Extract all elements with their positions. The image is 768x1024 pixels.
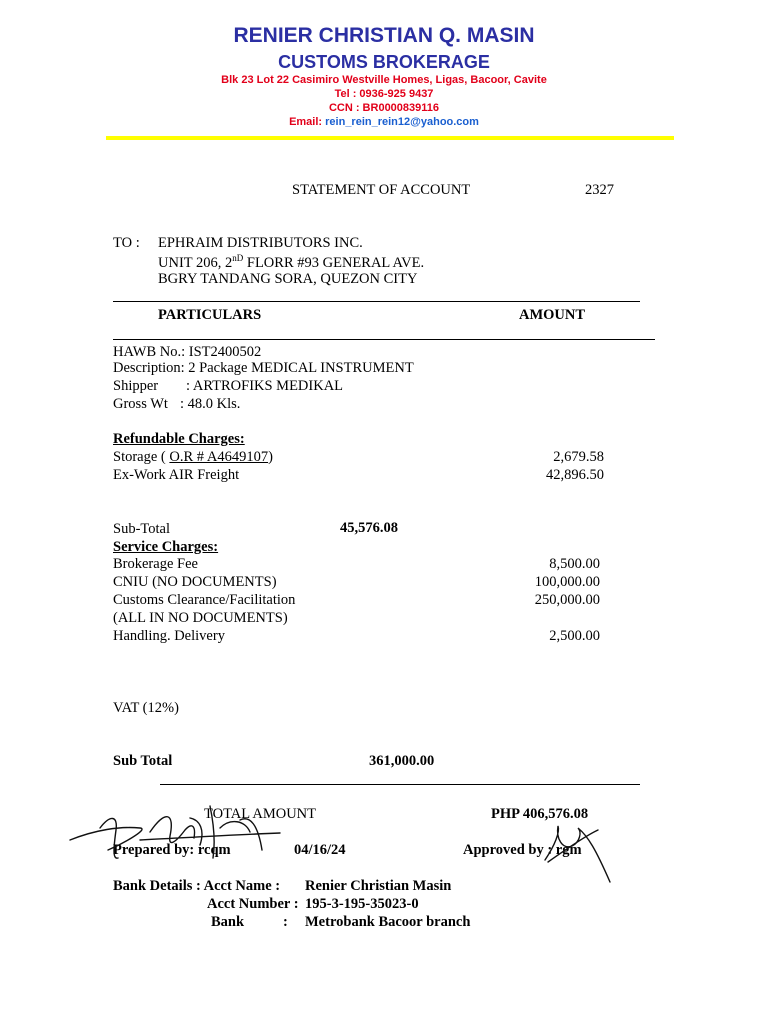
subtotal-2-value: 361,000.00	[369, 753, 435, 769]
gross-weight-label: Gross Wt	[113, 396, 168, 412]
total-value: PHP 406,576.08	[491, 806, 589, 822]
approved-by: Approved by : rgm	[463, 842, 582, 858]
storage-amount: 2,679.58	[553, 449, 604, 465]
email-address: rein_rein_rein12@yahoo.com	[325, 116, 479, 128]
bank-acct-number-value: 195-3-195-35023-0	[305, 896, 419, 912]
subtotal-label: Sub-Total	[113, 521, 170, 537]
shipment-description: Description: 2 Package MEDICAL INSTRUMENT	[113, 360, 414, 376]
company-address: Blk 23 Lot 22 Casimiro Westville Homes, Ligas, Bacoor, Cavite	[221, 74, 547, 86]
bank-acct-name-label: Bank Details : Acct Name :	[113, 878, 281, 894]
statement-title: STATEMENT OF ACCOUNT	[292, 182, 471, 198]
freight-amount: 42,896.50	[546, 467, 604, 483]
statement-number: 2327	[585, 182, 614, 198]
company-tel: Tel : 0936-925 9437	[334, 88, 434, 100]
service-item-label: Brokerage Fee	[113, 556, 198, 572]
column-header-particulars: PARTICULARS	[158, 307, 262, 323]
service-item-label: (ALL IN NO DOCUMENTS)	[113, 610, 288, 626]
company-name: CUSTOMS BROKERAGE	[278, 52, 490, 72]
column-header-amount: AMOUNT	[519, 307, 586, 323]
freight-label: Ex-Work AIR Freight	[113, 467, 240, 483]
to-company: EPHRAIM DISTRIBUTORS INC.	[158, 235, 363, 251]
subtotal-2-label: Sub Total	[113, 753, 173, 769]
storage-label: Storage ( O.R # A4649107)	[113, 449, 273, 465]
to-address-line-1: UNIT 206, 2nD FLORR #93 GENERAL AVE.	[158, 253, 425, 271]
service-item-amount: 8,500.00	[549, 556, 600, 572]
prepared-by: Prepared by: rcqm	[113, 842, 231, 858]
bank-acct-number-label: Acct Number :	[207, 896, 299, 912]
service-item-label: Customs Clearance/Facilitation	[113, 592, 296, 608]
refundable-heading: Refundable Charges:	[113, 431, 245, 447]
email-label: Email:	[289, 116, 323, 128]
shipper-value: : ARTROFIKS MEDIKAL	[186, 378, 344, 394]
subtotal-value: 45,576.08	[340, 520, 398, 536]
service-item-label: Handling. Delivery	[113, 628, 225, 644]
service-item-amount: 100,000.00	[534, 574, 600, 590]
service-item-label: CNIU (NO DOCUMENTS)	[113, 574, 277, 590]
vat-label: VAT (12%)	[113, 700, 179, 716]
service-item-amount: 250,000.00	[534, 592, 600, 608]
company-owner-name: RENIER CHRISTIAN Q. MASIN	[233, 24, 535, 47]
shipper-label: Shipper	[113, 378, 159, 394]
hawb-number: HAWB No.: IST2400502	[113, 344, 262, 360]
service-item-amount: 2,500.00	[549, 628, 600, 644]
bank-name-colon: :	[283, 914, 288, 930]
to-address-line-2: BGRY TANDANG SORA, QUEZON CITY	[158, 271, 418, 287]
to-label: TO :	[113, 235, 140, 251]
prepared-date: 04/16/24	[294, 842, 346, 858]
company-ccn: CCN : BR0000839116	[328, 102, 440, 114]
bank-name-label: Bank	[211, 914, 245, 930]
bank-name-value: Metrobank Bacoor branch	[305, 914, 471, 930]
service-heading: Service Charges:	[113, 539, 219, 555]
bank-acct-name-value: Renier Christian Masin	[305, 878, 452, 894]
total-label: TOTAL AMOUNT	[204, 806, 317, 822]
gross-weight-value: : 48.0 Kls.	[180, 396, 241, 412]
